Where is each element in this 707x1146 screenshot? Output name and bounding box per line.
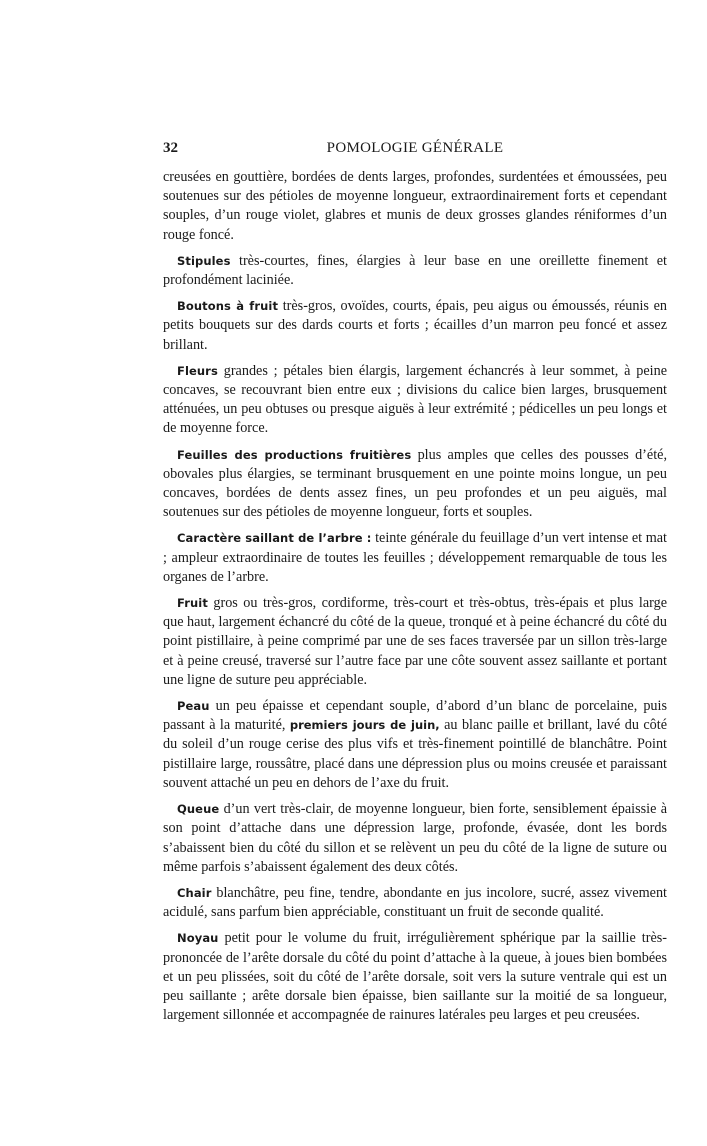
paragraph-text-after: au blanc paille et brillant, lavé du côté du soleil d’un rouge cerise des plus vifs et très-finement pointillé de blanchâtre. Point pistillaire large, roussâtre, placé dans une dépression plus ou moins creusée et paraissant souvent attaché un peu en dehors de l’axe du fruit.: [163, 717, 667, 791]
page-number: 32: [163, 140, 178, 156]
paragraph-lead: Fleurs: [177, 363, 218, 378]
paragraph-text: très-courtes, fines, élargies à leur base en une oreillette finement et profondément laciniée.: [163, 252, 667, 289]
paragraph-chair: [163, 884, 667, 922]
paragraph-lead: Noyau: [177, 931, 219, 946]
paragraph-text: creusées en gouttière, bordées de dents larges, profondes, surdentées et émoussées, peu soutenues sur des pétioles de moyenne longueur, extraordinairement forts et cependant souples, d’un rouge violet, glabres et munis de deux grosses glandes réniformes d’un rouge foncé.: [163, 169, 667, 243]
paragraph-lead: Caractère saillant de l’arbre :: [177, 531, 372, 546]
paragraph-boutons: [163, 297, 667, 355]
paragraph-text: gros ou très-gros, cordiforme, très-court et très-obtus, très-épais et plus large que haut, largement échancré du côté de la queue, tronqué et à peine échancré du côté du point pistillaire, à peine comprimé par une de ses faces traversée par un sillon très-large et à peine creusé, traversé sur l’autre face par une côte souvent assez saillante et portant une ligne de suture peu appréciable.: [163, 595, 667, 688]
paragraph-lead: Stipules: [177, 253, 231, 268]
paragraph-lead: Peau: [177, 699, 210, 714]
paragraph-stipules: [163, 252, 667, 290]
paragraph-text: très-gros, ovoïdes, courts, épais, peu aigus ou émoussés, réunis en petits bouquets sur des dards courts et forts ; écailles d’un marron peu foncé et assez brillant.: [163, 298, 667, 353]
paragraph-lead: Fruit: [177, 596, 208, 611]
book-page: [163, 140, 667, 1032]
paragraph-text: teinte générale du feuillage d’un vert intense et mat ; ampleur extraordinaire de toutes les feuilles ; développement remarquable de tous les organes de l’arbre.: [163, 530, 667, 585]
paragraph-peau: [163, 697, 667, 793]
paragraph-fleurs: [163, 362, 667, 439]
paragraph-fruit: [163, 594, 667, 690]
paragraph-caractere: [163, 529, 667, 587]
paragraph-noyau: [163, 929, 667, 1025]
paragraph-text: grandes ; pétales bien élargis, largement échancrés à leur sommet, à peine concaves, se recouvrant bien entre eux ; divisions du calice bien larges, brusquement atténuées, un peu obtuses ou presque aiguës à leur extrémité ; pédicelles un peu longs et de moyenne force.: [163, 362, 667, 437]
paragraph-lead: Boutons à fruit: [177, 299, 279, 314]
paragraph-lead: Feuilles des productions fruitières: [177, 447, 412, 462]
paragraph-text: petit pour le volume du fruit, irrégulièrement sphérique par la saillie très-prononcée de l’arête dorsale du côté du point d’attache à la queue, à joues bien bombées et un peu plissées, soit du côté de l’arête dorsale, soit vers la suture ventrale qui est un peu saillante ; arête dorsale bien épaisse, bien saillante sur la moitié de sa longueur, largement sillonnée et accompagnée de rainures latérales peu larges et peu creusées.: [163, 930, 667, 1024]
paragraph-text: d’un vert très-clair, de moyenne longueur, bien forte, sensiblement épaissie à son point d’attache dans une dépression large, profonde, évasée, dont les bords s’abaissent bien du côté du sillon et se relèvent un peu du côté de la ligne de suture ou même parfois s’abaissent également des deux côtés.: [163, 801, 667, 875]
paragraph-lead: Chair: [177, 885, 212, 900]
paragraph-feuilles: [163, 446, 667, 523]
paragraph-queue: [163, 800, 667, 877]
paragraph-lead: Queue: [177, 802, 220, 817]
running-head: [163, 140, 667, 162]
paragraph-inline-bold: premiers jours de juin,: [289, 718, 440, 733]
paragraph-text: blanchâtre, peu fine, tendre, abondante en jus incolore, sucré, assez vivement acidulé, sans parfum bien appréciable, constituant un fruit de seconde qualité.: [163, 884, 667, 921]
paragraph-text: plus amples que celles des pousses d’été, obovales plus élargies, se terminant brusquement en une pointe moins longue, un peu concaves, bordées de dents assez fines, un peu profondes et un peu aiguës, mal soutenues sur des pétioles de moyenne longueur, forts et souples.: [163, 446, 667, 521]
paragraph-text: un peu épaisse et cependant souple, d’abord d’un blanc de porcelaine, puis passant à la maturité,: [163, 698, 667, 734]
running-title: POMOLOGIE GÉNÉRALE: [326, 140, 504, 156]
paragraph-continuation: [163, 168, 667, 245]
